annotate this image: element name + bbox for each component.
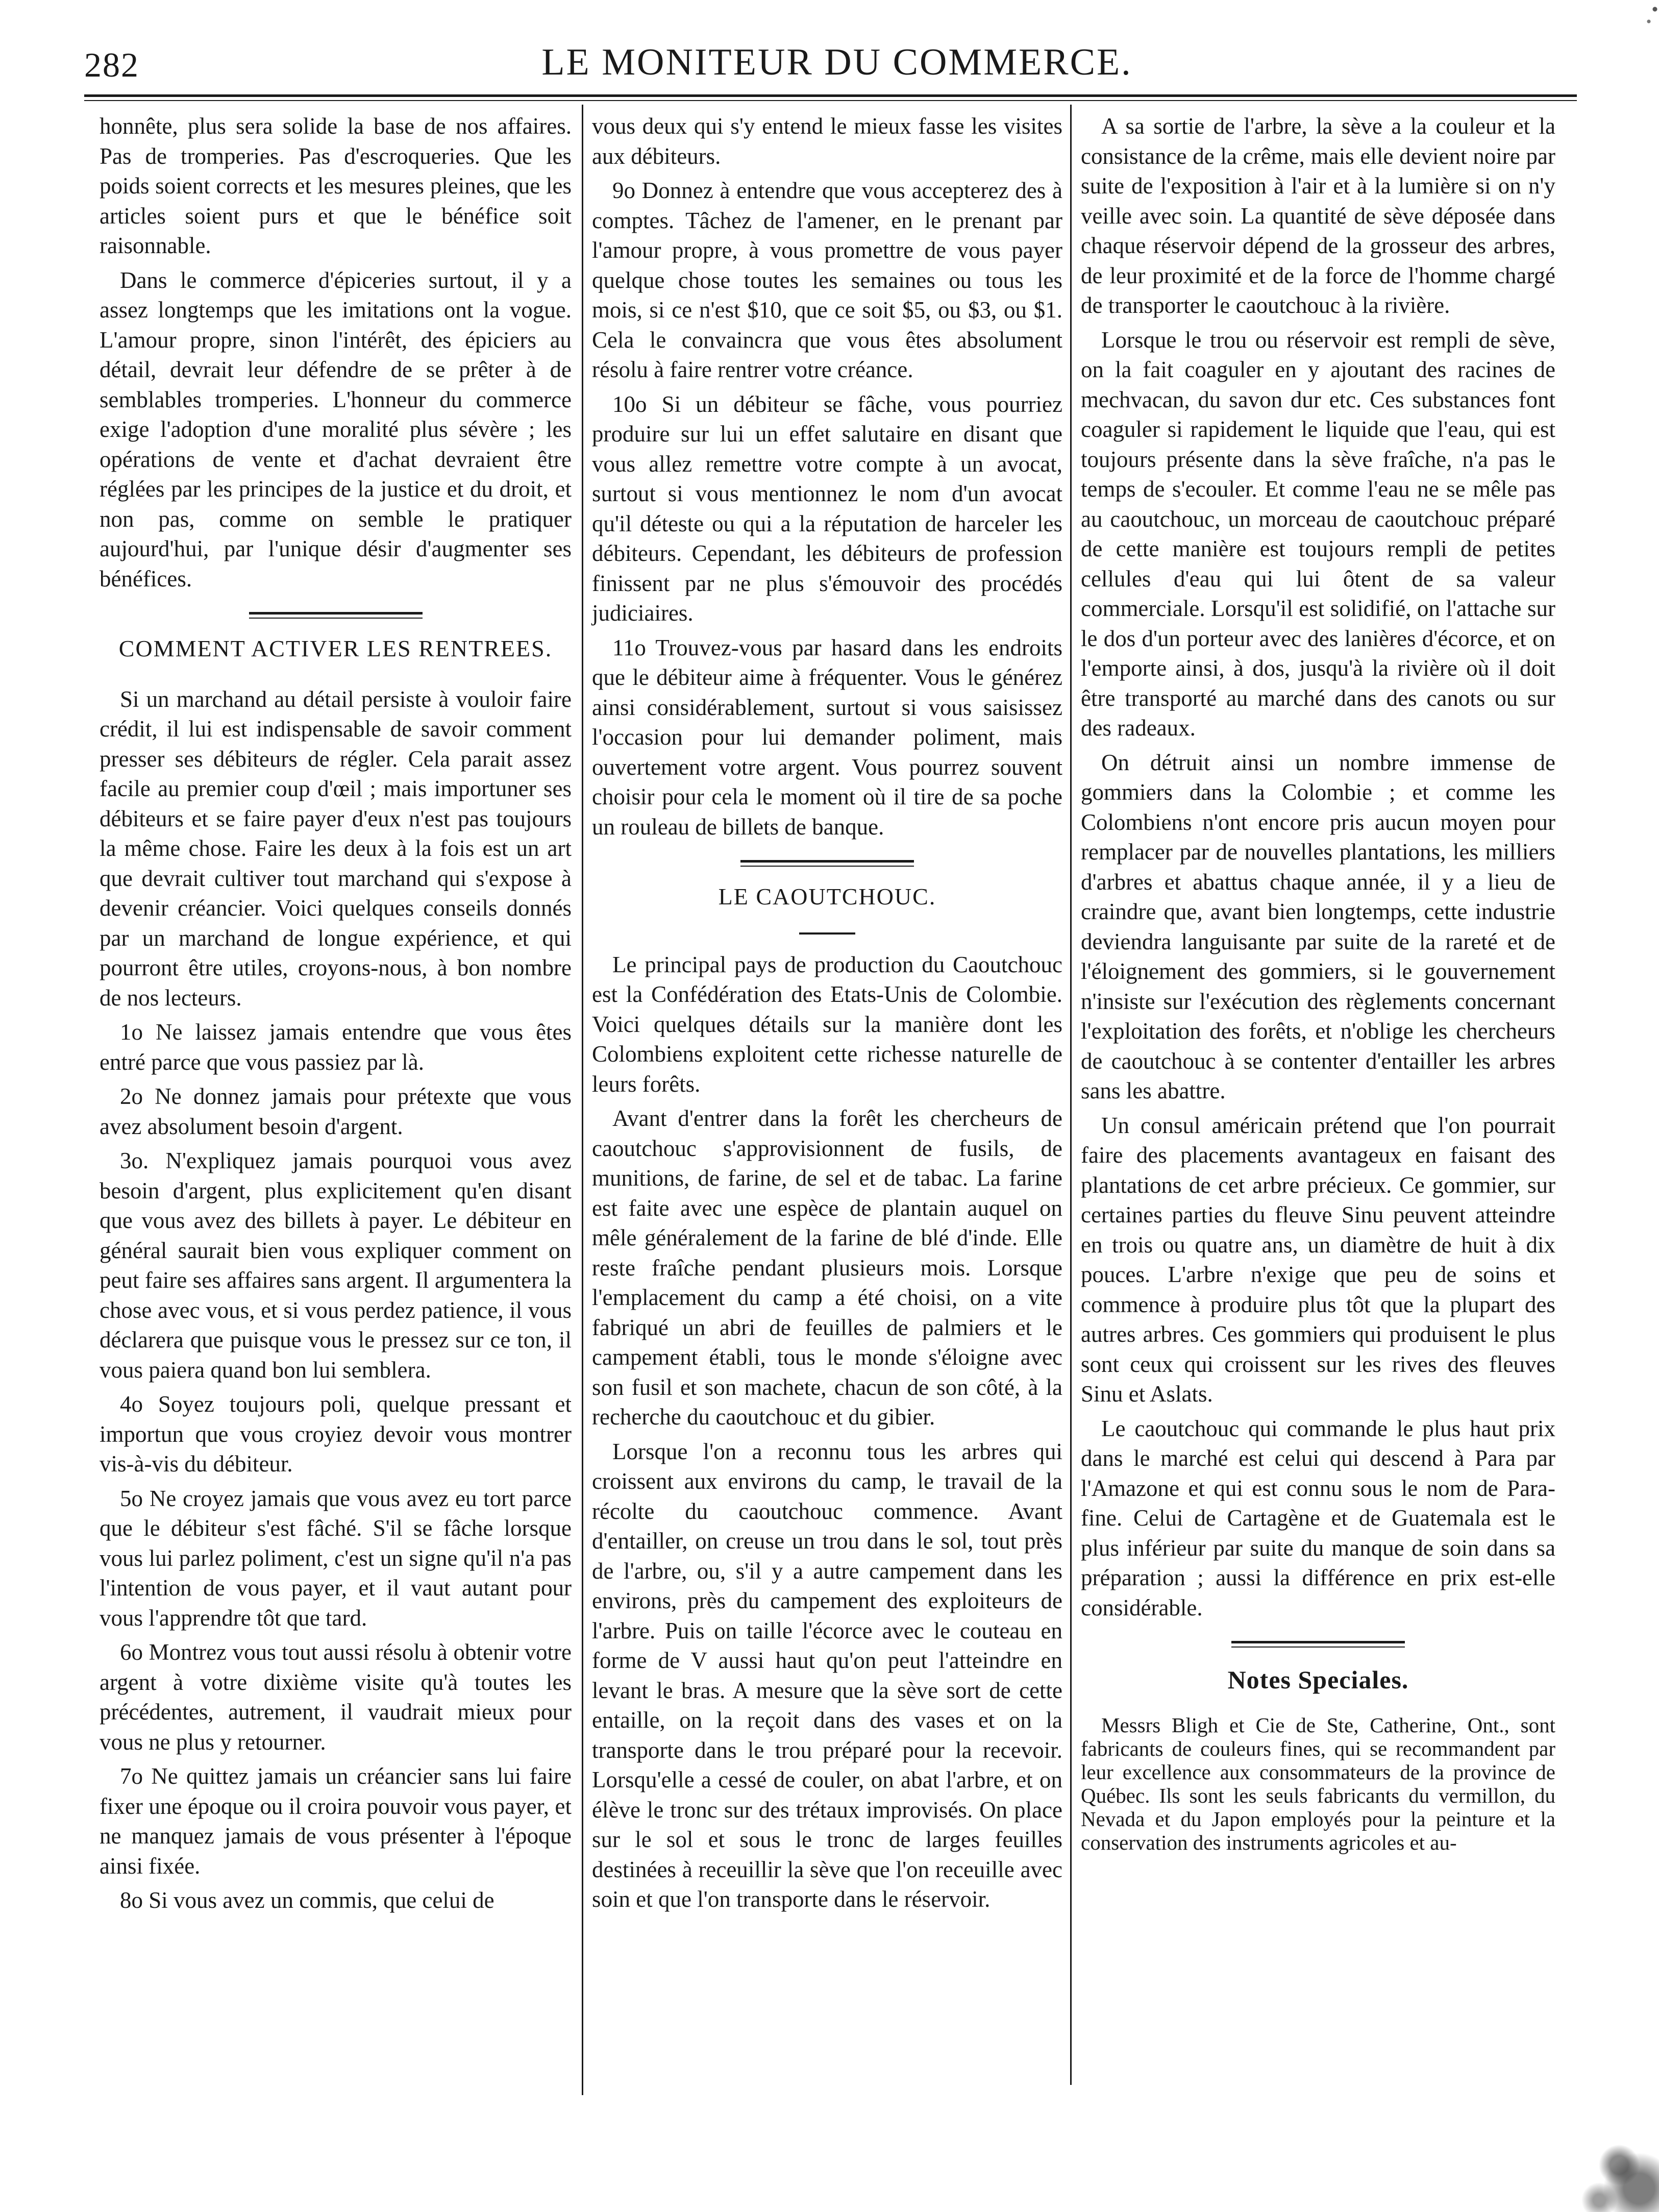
list-item: 5o Ne croyez jamais que vous avez eu tort parce que le débiteur s'est fâché. S'il se fâche lorsque vous lui parlez poliment, c'est un signe qu'il n'a pas l'intention de vous payer, et il vaut autant pour vous l'apprendre tôt que tard. bbox=[100, 1485, 572, 1631]
column-divider-2 bbox=[1070, 105, 1072, 2085]
section-title-caoutchouc: LE CAOUTCHOUC. bbox=[718, 883, 936, 910]
list-item: 3o. N'expliquez jamais pourquoi vous avez besoin d'argent, plus explicitement qu'en disant que vous avez des billets à payer. Le débiteur en général saurait bien vous expliquer comment on peut faire ses affaires sans argent. Il argumentera la chose avec vous, et si vous perdez patience, il vous déclarera que puisque vous le pressez sur ce ton, il vous paiera quand bon lui semblera. bbox=[100, 1148, 572, 1383]
page-corner-stain bbox=[1526, 2095, 1659, 2212]
list-item: 9o Donnez à entendre que vous accepterez des à comptes. Tâchez de l'amener, en le prenant par l'amour propre, à vous promettre de vous payer quelque chose toutes les semaines ou tous les mois, si ce n'est $10, que ce soit $5, ou $3, ou $1. Cela le convaincra que vous êtes absolument résolu à faire rentrer votre créance. bbox=[592, 178, 1062, 382]
column-1 bbox=[100, 111, 572, 1915]
section-separator bbox=[249, 612, 423, 619]
paragraph: Lorsque l'on a reconnu tous les arbres qui croissent aux environs du camp, le travail de la récolte du caoutchouc commence. Avant d'entailler, on creuse un trou dans le sol, tout près de l'arbre, ou, s'il y a autre campement dans les environs, près du campement des exploiteurs de l'arbre. Puis on taille l'écorce avec le couteau en forme de V aussi haut qu'on peut l'atteindre en levant le bras. A mesure que la sève sort de cette entaille, on la reçoit dans des vases et on la transporte dans le trou préparé pour la recevoir. Lorsqu'elle a cessé de couler, on abat l'arbre, et on élève le tronc sur des trétaux improvisés. On place sur le sol et sous le tronc de larges feuilles destinées à receuillir la sève que l'on receuille avec soin et que l'on transporte dans le réservoir. bbox=[592, 1438, 1062, 1912]
running-title: LE MONITEUR DU COMMERCE. bbox=[541, 41, 1132, 83]
paragraph: Le principal pays de production du Caoutchouc est la Confédération des Etats-Unis de Colombie. Voici quelques détails sur la manière dont les Colombiens exploitent cette richesse naturelle de leurs forêts. bbox=[592, 951, 1062, 1097]
paragraph: Avant d'entrer dans la forêt les chercheurs de caoutchouc s'approvisionnent de fusils, de munitions, de farine, de sel et de tabac. La farine est faite avec une espèce de plantain auquel on mêle généralement de la farine de blé d'inde. Elle reste fraîche pendant plusieurs mois. Lorsque l'emplacement du camp a été choisi, on a vite fabriqué un abri de feuilles de palmiers et le campement établi, tous le monde s'éloigne avec son fusil et son machete, chacun de son côté, à la recherche du caoutchouc et du gibier. bbox=[592, 1105, 1062, 1430]
page-number: 282 bbox=[84, 45, 139, 84]
section-title-rentrees: COMMENT ACTIVER LES RENTREES. bbox=[118, 635, 553, 661]
section-separator bbox=[740, 860, 914, 867]
paragraph: On détruit ainsi un nombre immense de gommiers dans la Colombie ; et comme les Colombiens n'ont encore pris aucun moyen pour remplacer par de nouvelles plantations, les milliers d'arbres et abattus chaque année, il y a lieu de craindre que, avant bien longtemps, cette industrie deviendra languisante par suite de la rareté et de l'éloignement des gommiers, si le gouvernement n'insiste sur l'exécution des règlements concernant l'exploitation des forêts, et n'oblige les chercheurs de caoutchouc à se contenter d'entailler les arbres sans les abattre. bbox=[1081, 749, 1555, 1103]
paragraph: honnête, plus sera solide la base de nos affaires. Pas de tromperies. Pas d'escroqueries. Que les poids soient corrects et les mesures pleines, que les articles soient purs et que le bénéfice soit raisonnable. bbox=[100, 113, 572, 258]
paragraph: Dans le commerce d'épiceries surtout, il y a assez longtemps que les imitations ont la vogue. L'amour propre, sinon l'intérêt, des épiciers au détail, devrait leur défendre de se prêter à de semblables tromperies. L'honneur du commerce exige l'adoption d'une moralité plus sévère ; les opérations de vente et d'achat devraient être réglées par les principes de la justice et du droit, et non pas, comme on semble le pratiquer aujourd'hui, par l'unique désir d'augmenter ses bénéfices. bbox=[100, 267, 572, 592]
list-item: 2o Ne donnez jamais pour prétexte que vous avez absolument besoin d'argent. bbox=[100, 1084, 572, 1139]
list-item: 7o Ne quittez jamais un créancier sans lui faire fixer une époque ou il croira pouvoir vous payer, et ne manquez jamais de vous présenter à l'époque ainsi fixée. bbox=[100, 1763, 572, 1879]
header-rule-thin bbox=[84, 100, 1577, 101]
paragraph: vous deux qui s'y entend le mieux fasse les visites aux débiteurs. bbox=[592, 113, 1062, 169]
header-rule bbox=[84, 94, 1577, 97]
list-item: 1o Ne laissez jamais entendre que vous êtes entré parce que vous passiez par là. bbox=[100, 1019, 572, 1075]
paragraph: Lorsque le trou ou réservoir est rempli de sève, on la fait coaguler en y ajoutant des racines de mechvacan, du savon dur etc. Ces substances font coaguler si rapidement le liquide que l'eau, qui est toujours présente dans la sève fraîche, n'a pas le temps de s'ecouler. Et comme l'eau ne se mêle pas au caoutchouc, un morceau de caoutchouc préparé de cette manière est toujours rempli de petites cellules d'eau qui lui ôtent de sa valeur commerciale. Lorsqu'il est solidifié, on l'attache sur le dos d'un porteur avec des lanières d'écorce, et on l'emporte ainsi, à dos, jusqu'à la rivière où il doit être transporté au marché dans des canots ou sur des radeaux. bbox=[1081, 327, 1555, 741]
notes-title: Notes Speciales. bbox=[1227, 1665, 1409, 1694]
column-divider-1 bbox=[582, 105, 583, 2095]
paragraph: Le caoutchouc qui commande le plus haut prix dans le marché est celui qui descend à Para par l'Amazone et qui est connu sous le nom de Para-fine. Celui de Cartagène et de Guatemala est le plus inférieur par suite du manque de soin dans sa préparation ; aussi la différence en prix est-elle considérable. bbox=[1081, 1415, 1555, 1620]
page-edge-wear bbox=[1639, 0, 1659, 31]
title-underline bbox=[799, 932, 855, 935]
notes-paragraph: Messrs Bligh et Cie de Ste, Catherine, Ont., sont fabricants de couleurs fines, qui se recommandent par leur excellence aux consommateurs de la province de Québec. Ils sont les seuls fabricants du vermillon, du Nevada et du Japon employés pour la peinture et la conservation des instruments agricoles et au- bbox=[1081, 1713, 1555, 1854]
list-item: 4o Soyez toujours poli, quelque pressant et importun que vous croyiez devoir vous montrer vis-à-vis du débiteur. bbox=[100, 1391, 572, 1477]
paragraph: Si un marchand au détail persiste à vouloir faire crédit, il lui est indispensable de savoir comment presser ses débiteurs de régler. Cela parait assez facile au premier coup d'œil ; mais importuner ses débiteurs et se faire payer d'eux n'est pas toujours la même chose. Faire les deux à la fois est un art que devrait cultiver tout marchand qui s'expose à devenir créancier. Voici quelques conseils donnés par un marchand de longue expérience, et qui pourront être utiles, croyons-nous, à bon nombre de nos lecteurs. bbox=[100, 686, 572, 1011]
list-item: 11o Trouvez-vous par hasard dans les endroits que le débiteur aime à fréquenter. Vous le générez ainsi considérablement, surtout si vous saisissez l'occasion pour lui demander poliment, mais ouvertement votre argent. Vous pourrez souvent choisir pour cela le moment où il tire de sa poche un rouleau de billets de banque. bbox=[592, 634, 1062, 840]
column-2 bbox=[592, 111, 1062, 1919]
list-item: 6o Montrez vous tout aussi résolu à obtenir votre argent à votre dixième visite qu'à toutes les précédentes, autrement, il vaudrait mieux pour vous ne plus y retourner. bbox=[100, 1639, 572, 1755]
column-3 bbox=[1081, 111, 1555, 1859]
list-item: 8o Si vous avez un commis, que celui de bbox=[120, 1887, 494, 1913]
paragraph: A sa sortie de l'arbre, la sève a la couleur et la consistance de la crême, mais elle devient noire par suite de l'exposition à l'air et à la lumière si on n'y veille avec soin. La quantité de sève déposée dans chaque réservoir dépend de la grosseur des arbres, de leur proximité et de la force de l'homme chargé de transporter le caoutchouc à la rivière. bbox=[1081, 113, 1555, 318]
list-item: 10o Si un débiteur se fâche, vous pourriez produire sur lui un effet salutaire en disant que vous allez remettre votre compte à un avocat, surtout si vous mentionnez le nom d'un avocat qu'il déteste ou qui a la réputation de harceler les débiteurs. Cependant, les débiteurs de profession finissent par ne plus s'émouvoir des procédés judiciaires. bbox=[592, 391, 1062, 626]
paragraph: Un consul américain prétend que l'on pourrait faire des placements avantageux en faisant des plantations de cet arbre précieux. Ce gommier, sur certaines parties du fleuve Sinu peuvent atteindre en trois ou quatre ans, un diamètre de huit à dix pouces. L'arbre n'exige que peu de soins et commence à produire plus tôt que la plupart des autres arbres. Ces gommiers qui produisent le plus sont ceux qui croissent sur les rives des fleuves Sinu et Aslats. bbox=[1081, 1112, 1555, 1407]
section-separator bbox=[1231, 1641, 1405, 1648]
